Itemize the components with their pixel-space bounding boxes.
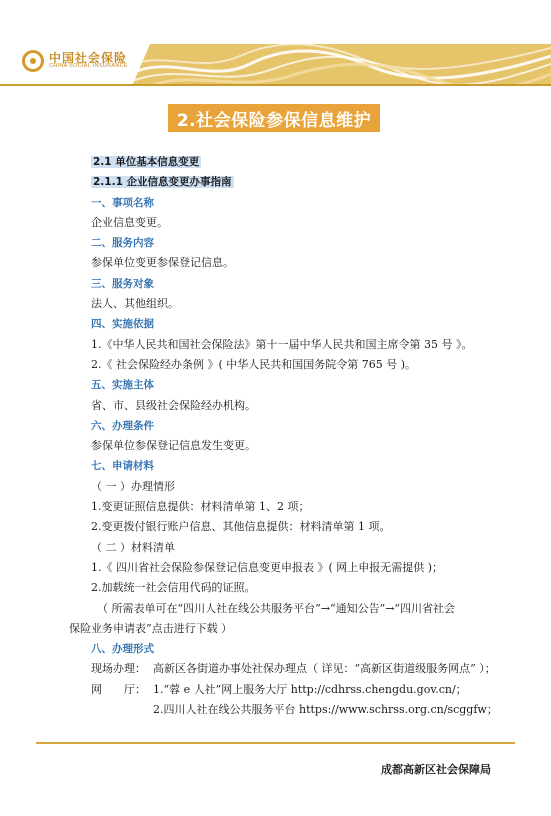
heading-conditions: 六、办理条件	[91, 419, 154, 432]
materials-case-2: 2.变更拨付银行账户信息、其他信息提供：材料清单第 1 项。	[91, 520, 391, 534]
subsection-title: 2.1.1 企业信息变更办事指南	[93, 176, 232, 189]
header-wave-pattern	[130, 44, 551, 86]
materials-case-1: 1.变更证照信息提供：材料清单第 1、2 项；	[91, 500, 310, 514]
paragraph-conditions: 参保单位参保登记信息发生变更。	[91, 439, 256, 453]
materials-note-line-2: 保险业务申请表”点击进行下载 ）	[69, 621, 233, 635]
paragraph-service-content: 参保单位变更参保登记信息。	[91, 256, 234, 270]
heading-handling-form: 八、办理形式	[91, 643, 154, 656]
materials-note-line-1: （ 所需表单可在“四川人社在线公共服务平台”→“通知公告”→“四川省社会	[97, 601, 456, 615]
paragraph-implementing-body: 省、市、县级社会保险经办机构。	[91, 398, 256, 412]
paragraph-item-name: 企业信息变更。	[91, 215, 168, 229]
logo-cn-text: 中国社会保险	[49, 50, 128, 65]
materials-subheading-cases: （ 一 ）办理情形	[91, 479, 175, 493]
footer-divider	[36, 742, 515, 744]
online-handling-row-2	[91, 700, 501, 720]
heading-service-target: 三、服务对象	[91, 277, 154, 290]
materials-list-2: 2.加载统一社会信用代码的证照。	[91, 581, 256, 595]
heading-implementing-body: 五、实施主体	[91, 379, 154, 392]
online-label: 网 厅：	[91, 682, 146, 696]
page-title: 2.社会保险参保信息维护	[168, 104, 380, 132]
footer-organization: 成都高新区社会保障局	[381, 763, 491, 776]
online-link-1[interactable]: 1.“蓉 e 人社”网上服务大厅 http://cdhrss.chengdu.gov.cn/；	[153, 682, 467, 696]
paragraph-legal-basis-1: 1.《中华人民共和国社会保险法》第十一届中华人民共和国主席令第 35 号 》。	[91, 337, 473, 351]
paragraph-service-target: 法人、其他组织。	[91, 297, 179, 311]
section-title: 2.1 单位基本信息变更	[93, 156, 200, 168]
materials-list-1: 1.《 四川省社会保险参保登记信息变更申报表 》( 网上申报无需提供 )；	[91, 560, 444, 574]
online-handling-row-1	[91, 680, 501, 700]
logo-en-text: CHINA SOCIAL INSURANCE	[49, 63, 128, 70]
logo-icon	[22, 50, 44, 72]
onsite-text: 高新区各街道办事处社保办理点（ 详见：“高新区街道级服务网点” ）；	[153, 662, 496, 676]
document-body	[69, 152, 501, 720]
heading-item-name: 一、事项名称	[91, 196, 154, 209]
paragraph-legal-basis-2: 2.《 社会保险经办条例 》( 中华人民共和国国务院令第 765 号 )。	[91, 357, 417, 371]
heading-materials: 七、申请材料	[91, 460, 154, 473]
onsite-label: 现场办理：	[91, 662, 146, 676]
header-underline	[0, 84, 551, 86]
heading-service-content: 二、服务内容	[91, 237, 154, 250]
onsite-handling-row	[91, 659, 501, 679]
logo	[22, 50, 128, 72]
materials-subheading-list: （ 二 ）材料清单	[91, 540, 175, 554]
heading-legal-basis: 四、实施依据	[91, 318, 154, 331]
online-link-2[interactable]: 2.四川人社在线公共服务平台 https://www.schrss.org.cn/scggfw；	[153, 703, 498, 717]
